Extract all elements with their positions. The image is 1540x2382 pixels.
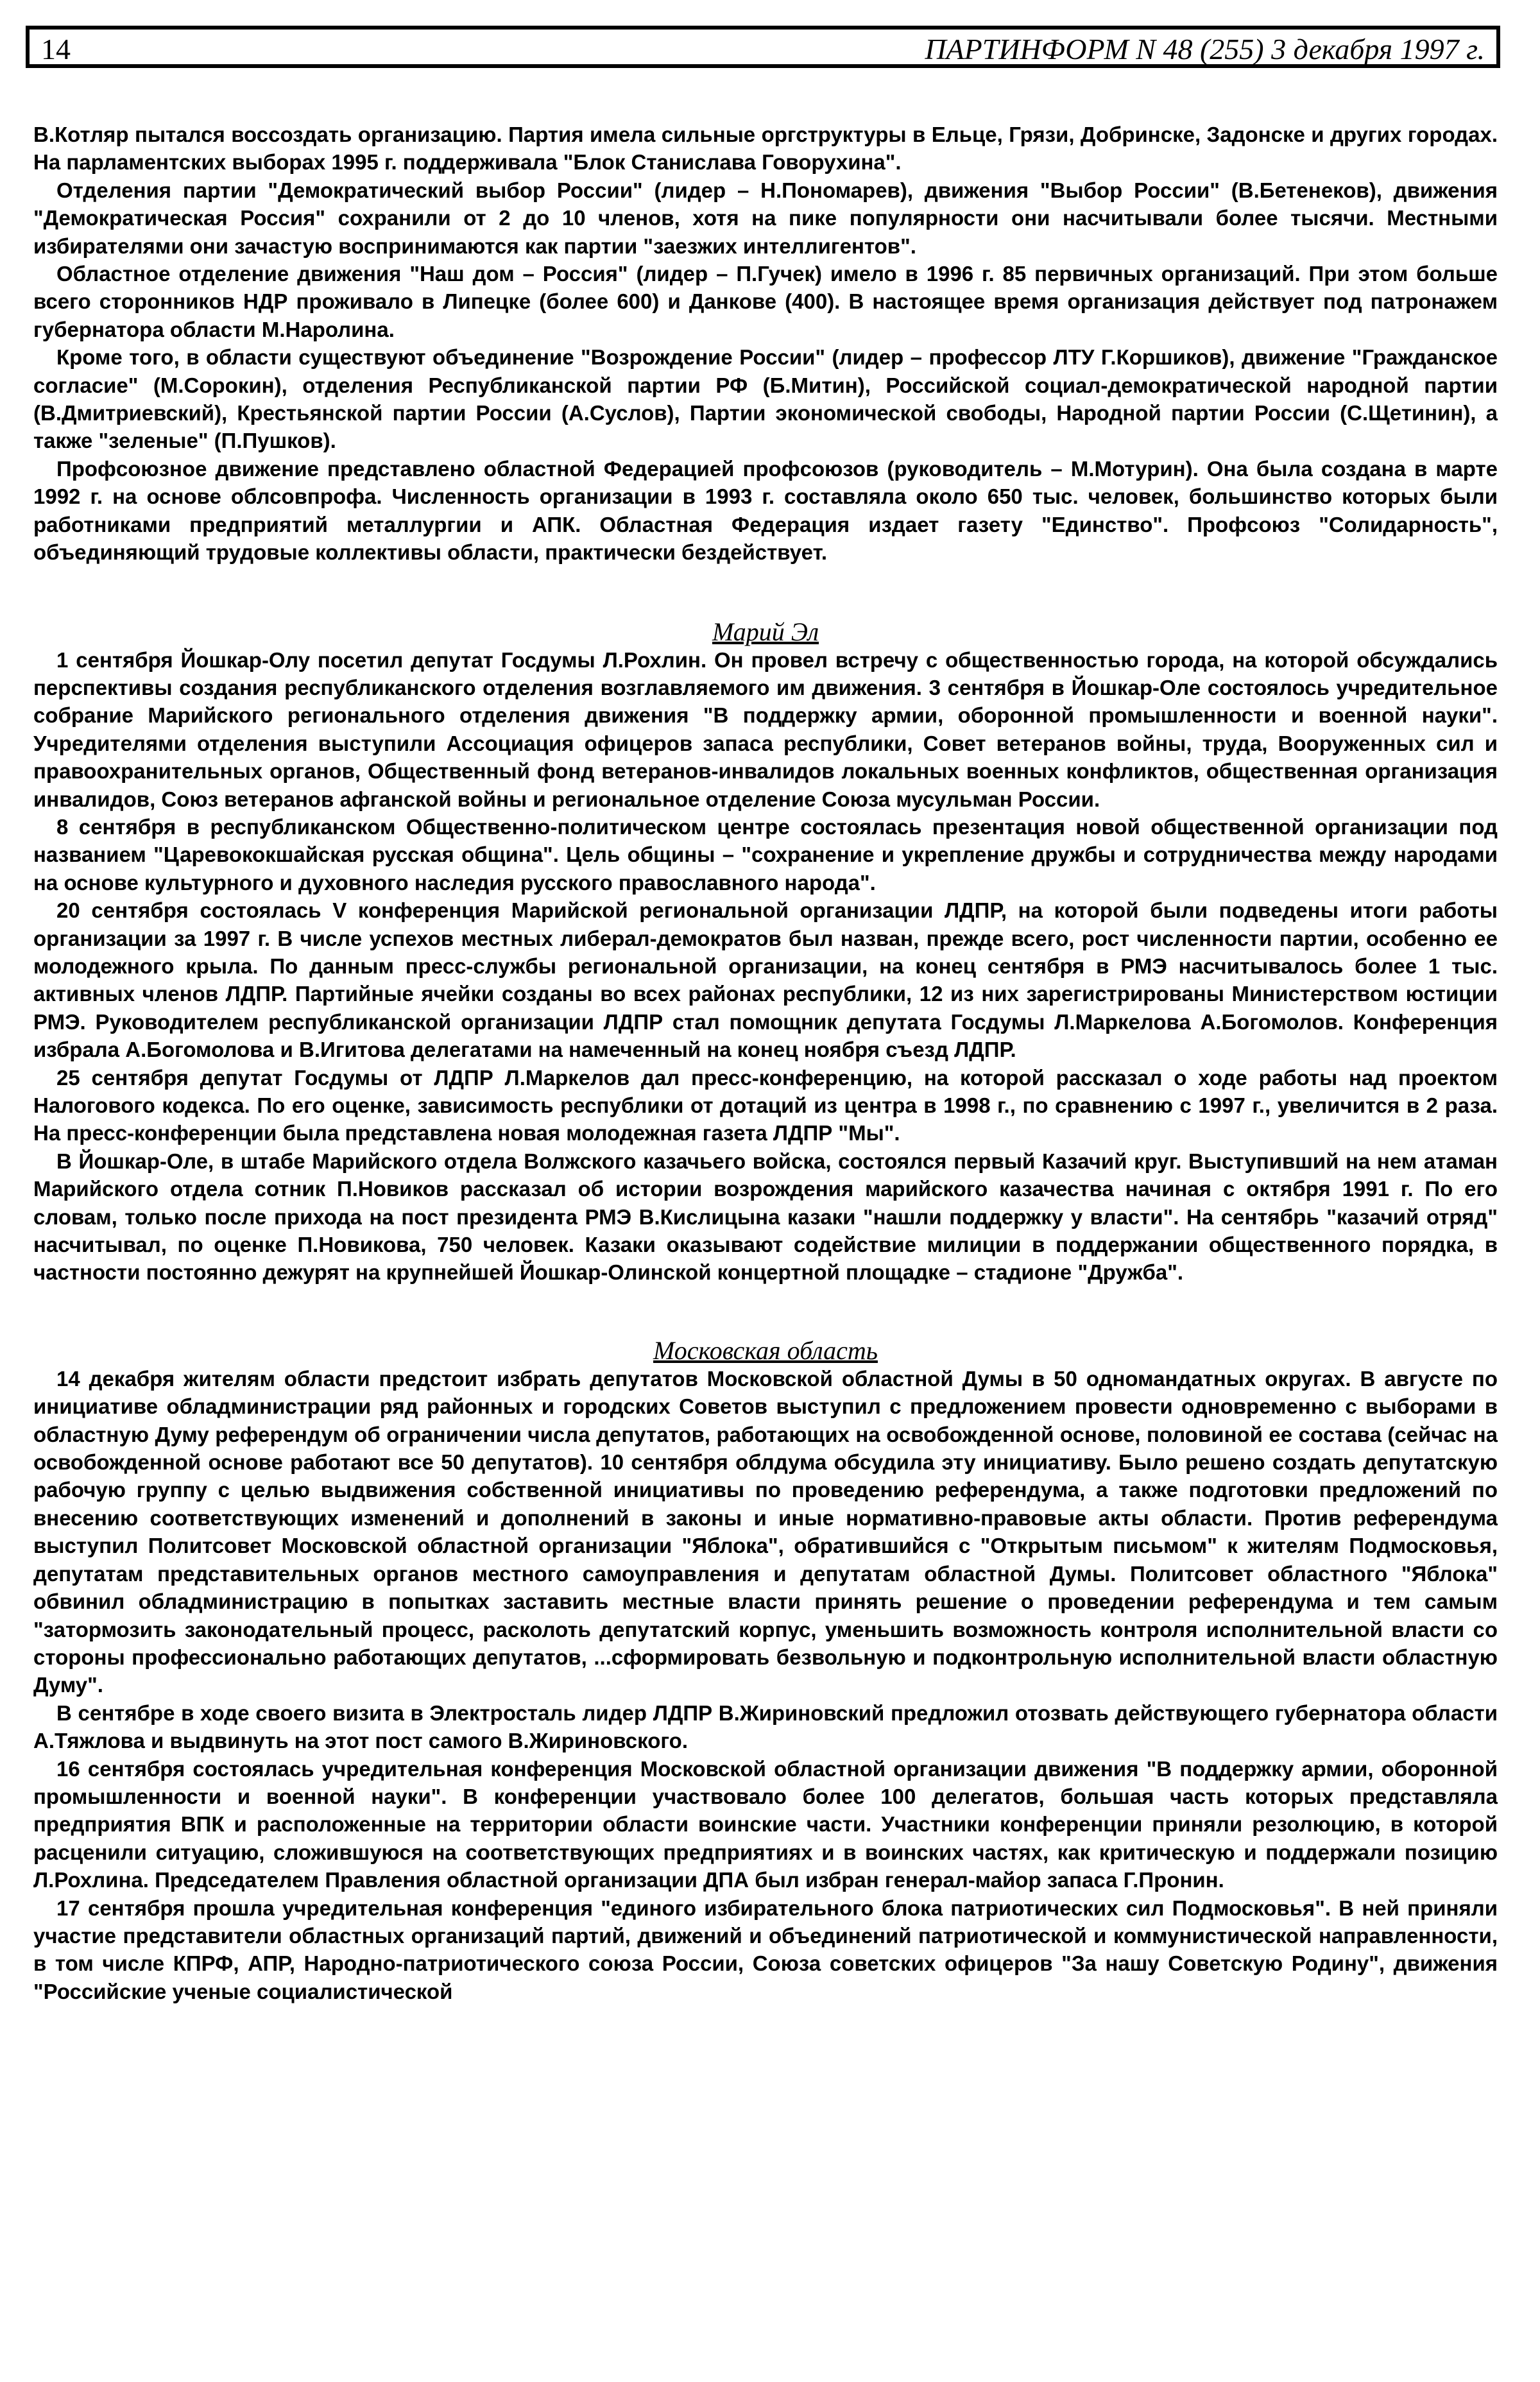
publication-title: ПАРТИНФОРМ N 48 (255) 3 декабря 1997 г. <box>925 33 1485 65</box>
paragraph: Кроме того, в области существуют объединение "Возрождение России" (лидер – профессор ЛТУ Г.Коршиков), движение "Гражданское согласие" (М.Сорокин), отделения Республиканской партии РФ (Б.Митин), Российской социал-демократической народной партии (В.Дмитриевский), Крестьянской партии России (А.Суслов), Партии экономической свободы, Народной партии России (С.Щетинин), а также "зеленые" (П.Пушков). <box>33 345 1498 453</box>
section-moscow-oblast <box>33 1337 1498 2005</box>
page-header <box>26 26 1500 68</box>
paragraph: 20 сентября состоялась V конференция Марийской региональной организации ЛДПР, на которой были подведены итоги работы организации за 1997 г. В числе успехов местных либерал-демократов был назван, прежде всего, рост численности партии, особенно ее молодежного крыла. По данным пресс-службы региональной организации, на конец сентября в РМЭ насчитывалось более 1 тыс. активных членов ЛДПР. Партийные ячейки созданы во всех районах республики, 12 из них зарегистрированы Министерством юстиции РМЭ. Руководителем республиканской организации ЛДПР стал помощник депутата Госдумы Л.Маркелова А.Богомолов. Конференция избрала А.Богомолова и В.Игитова делегатами на намеченный на конец ноября съезд ЛДПР. <box>33 898 1498 1062</box>
paragraph: Областное отделение движения "Наш дом – Россия" (лидер – П.Гучек) имело в 1996 г. 85 первичных организаций. При этом больше всего сторонников НДР проживало в Липецке (более 600) и Данкове (400). В настоящее время организация действует под патронажем губернатора области М.Наролина. <box>33 262 1498 341</box>
paragraph: В.Котляр пытался воссоздать организацию. Партия имела сильные оргструктуры в Ельце, Грязи, Добринске, Задонске и других городах. На парламентских выборах 1995 г. поддерживала "Блок Станислава Говорухина". <box>33 123 1498 175</box>
paragraph: 14 декабря жителям области предстоит избрать депутатов Московской областной Думы в 50 одномандатных округах. В августе по инициативе обладминистрации ряд районных и городских Советов выступил с предложением провести одновременно с выборами в областную Думу референдум об ограничении числа депутатов, работающих на освобожденной основе, половиной ее состава (сейчас на освобожденной основе работают все 50 депутатов). 10 сентября облдума обсудила эту инициативу. Было решено создать депутатскую рабочую группу с целью выдвижения собственной инициативы по проведению референдума, а также подготовки предложений по внесению соответствующих изменений и дополнений в законы и иные нормативно-правовые акты области. Против референдума выступил Политсовет Московской областной организации "Яблока", обратившийся с "Открытым письмом" к жителям Подмосковья, депутатам представительных органов местного самоуправления и депутатам областной Думы. Политсовет областного "Яблока" обвинил обладминистрацию в попытках заставить местные власти принять решение о проведении референдума и тем самым "затормозить законодательный процесс, расколоть депутатский корпус, уменьшить возможность контроля исполнительной власти со стороны профессионально работающих депутатов, ...сформировать безвольную и подконтрольную исполнительной власти областную Думу". <box>33 1366 1498 1697</box>
paragraph: 25 сентября депутат Госдумы от ЛДПР Л.Маркелов дал пресс-конференцию, на которой рассказал о ходе работы над проектом Налогового кодекса. По его оценке, зависимость республики от дотаций из центра в 1998 г., по сравнению с 1997 г., увеличится в 2 раза. На пресс-конференции была представлена новая молодежная газета ЛДПР "Мы". <box>33 1065 1498 1145</box>
section-title: Московская область <box>653 1335 878 1365</box>
paragraph: Профсоюзное движение представлено областной Федерацией профсоюзов (руководитель – М.Мотурин). Она была создана в марте 1992 г. на основе облсовпрофа. Численность организации в 1993 г. составляла около 650 тыс. человек, большинство которых были работниками предприятий металлургии и АПК. Областная Федерация издает газету "Единство". Профсоюз "Солидарность", объединяющий трудовые коллективы области, практически бездействует. <box>33 456 1498 565</box>
paragraph: Отделения партии "Демократический выбор России" (лидер – Н.Пономарев), движения "Выбор России" (В.Бетенеков), движения "Демократическая Россия" сохранили от 2 до 10 членов, хотя на пике популярности они насчитывали более тысячи. Местными избирателями они зачастую воспринимаются как партии "заезжих интеллигентов". <box>33 178 1498 258</box>
paragraph: В сентябре в ходе своего визита в Электросталь лидер ЛДПР В.Жириновский предложил отозвать действующего губернатора области А.Тяжлова и выдвинуть на этот пост самого В.Жириновского. <box>33 1701 1498 1753</box>
paragraph: 8 сентября в республиканском Общественно-политическом центре состоялась презентация новой общественной организации под названием "Царевококшайская русская община". Цель общины – "сохранение и укрепление дружбы и сотрудничества между народами на основе культурного и духовного наследия русского православного народа". <box>33 814 1498 895</box>
section-title: Марий Эл <box>712 617 819 646</box>
page-number: 14 <box>41 33 71 65</box>
paragraph: 16 сентября состоялась учредительная конференция Московской областной организации движения "В поддержку армии, оборонной промышленности и военной науки". В конференции участвовало более 100 делегатов, большая часть которых представляла предприятия ВПК и расположенные на территории области воинские части. Участники конференции приняли резолюцию, в которой расценили ситуацию, сложившуюся на соответствующих предприятиях и в воинских частях, как критическую и поддержали позицию Л.Рохлина. Председателем Правления областной организации ДПА был избран генерал-майор запаса Г.Пронин. <box>33 1756 1498 1892</box>
article-body <box>33 121 1498 2005</box>
paragraph: 1 сентября Йошкар-Олу посетил депутат Госдумы Л.Рохлин. Он провел встречу с общественностью города, на которой обсуждались перспективы создания республиканского отделения возглавляемого им движения. 3 сентября в Йошкар-Оле состоялось учредительное собрание Марийского регионального отделения движения "В поддержку армии, оборонной промышленности и военной науки". Учредителями отделения выступили Ассоциация офицеров запаса республики, Совет ветеранов войны, труда, Вооруженных сил и правоохранительных органов, Общественный фонд ветеранов-инвалидов локальных военных конфликтов, общественная организация инвалидов, Союз ветеранов афганской войны и региональное отделение Союза мусульман России. <box>33 647 1498 811</box>
section-mari-el <box>33 618 1498 1287</box>
paragraph: 17 сентября прошла учредительная конференция "единого избирательного блока патриотических сил Подмосковья". В ней приняли участие представители областных организаций партий, движений и объединений патриотической и коммунистической направленности, в том числе КПРФ, АПР, Народно-патриотического союза России, Союза советских офицеров "За нашу Советскую Родину", движения "Российские ученые социалистической <box>33 1896 1498 2003</box>
intro-section <box>33 121 1498 567</box>
paragraph: В Йошкар-Оле, в штабе Марийского отдела Волжского казачьего войска, состоялся первый Казачий круг. Выступивший на нем атаман Марийского отдела сотник П.Новиков рассказал об истории возрождения марийского казачества начиная с октября 1991 г. По его словам, только после прихода на пост президента РМЭ В.Кислицына казаки "нашли поддержку у власти". На сентябрь "казачий отряд" насчитывал, по оценке П.Новикова, 750 человек. Казаки оказывают содействие милиции в поддержании общественного порядка, в частности постоянно дежурят на крупнейшей Йошкар-Олинской концертной площадке – стадионе "Дружба". <box>33 1149 1498 1285</box>
